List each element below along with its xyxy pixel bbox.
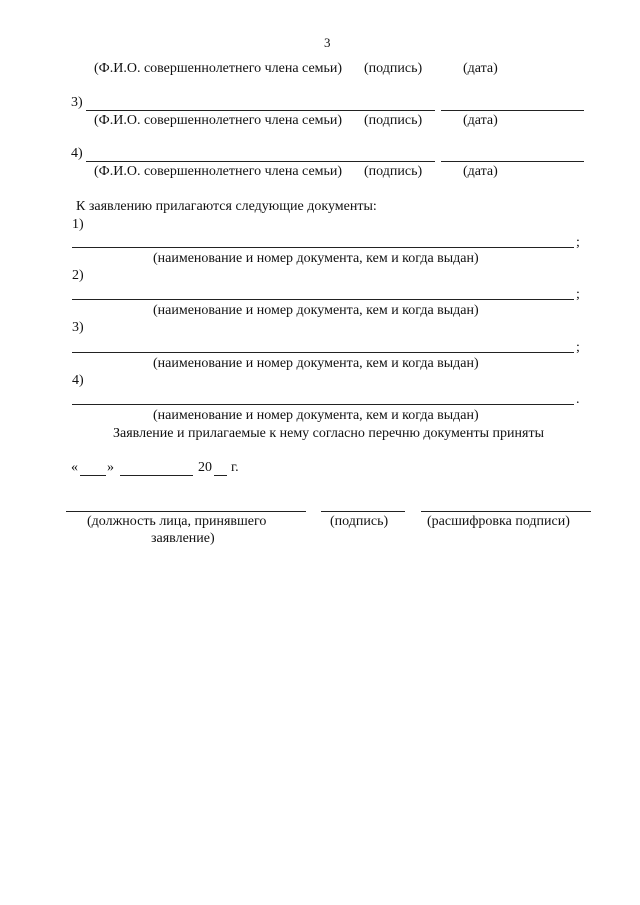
attachment-number: 4) bbox=[72, 373, 84, 388]
year-prefix: 20 bbox=[198, 460, 212, 475]
attachment-caption: (наименование и номер документа, кем и когда выдан) bbox=[153, 356, 479, 371]
caption-signature: (подпись) bbox=[364, 164, 423, 179]
position-line[interactable] bbox=[66, 511, 306, 512]
date-line[interactable] bbox=[441, 161, 584, 162]
year-suffix: г. bbox=[231, 460, 239, 475]
year-line[interactable] bbox=[214, 475, 227, 476]
fio-line[interactable] bbox=[86, 110, 365, 111]
signature-line[interactable] bbox=[321, 511, 405, 512]
attachment-end-mark: ; bbox=[576, 235, 580, 250]
caption-position: (должность лица, принявшего bbox=[87, 514, 267, 529]
member-row-number: 3) bbox=[71, 95, 83, 110]
attachment-number: 1) bbox=[72, 217, 84, 232]
signature-line[interactable] bbox=[365, 110, 435, 111]
attachment-end-mark: ; bbox=[576, 340, 580, 355]
attachment-number: 2) bbox=[72, 268, 84, 283]
caption-fio: (Ф.И.О. совершеннолетнего члена семьи) bbox=[94, 61, 343, 76]
caption-signature: (подпись) bbox=[364, 61, 423, 76]
acceptance-text: Заявление и прилагаемые к нему согласно перечню документы приняты bbox=[113, 426, 544, 441]
attachment-number: 3) bbox=[72, 320, 84, 335]
caption-date: (дата) bbox=[463, 61, 498, 76]
attachment-end-mark: . bbox=[576, 392, 580, 407]
signature-line[interactable] bbox=[365, 161, 435, 162]
attachment-caption: (наименование и номер документа, кем и когда выдан) bbox=[153, 408, 479, 423]
caption-signature: (подпись) bbox=[330, 514, 389, 529]
date-open-quote: « bbox=[71, 460, 78, 475]
attachment-end-mark: ; bbox=[576, 287, 580, 302]
day-line[interactable] bbox=[80, 475, 106, 476]
page-number: 3 bbox=[324, 35, 331, 50]
attachment-line[interactable] bbox=[72, 299, 574, 300]
caption-date: (дата) bbox=[463, 113, 498, 128]
month-line[interactable] bbox=[120, 475, 193, 476]
attachment-caption: (наименование и номер документа, кем и когда выдан) bbox=[153, 251, 479, 266]
caption-position-cont: заявление) bbox=[151, 531, 215, 546]
date-close-quote: » bbox=[107, 460, 114, 475]
attachment-line[interactable] bbox=[72, 247, 574, 248]
caption-date: (дата) bbox=[463, 164, 498, 179]
caption-decode: (расшифровка подписи) bbox=[427, 514, 570, 529]
attachment-line[interactable] bbox=[72, 404, 574, 405]
caption-fio: (Ф.И.О. совершеннолетнего члена семьи) bbox=[94, 113, 343, 128]
decode-line[interactable] bbox=[421, 511, 591, 512]
attachment-line[interactable] bbox=[72, 352, 574, 353]
member-row-number: 4) bbox=[71, 146, 83, 161]
attachments-heading: К заявлению прилагаются следующие документы: bbox=[76, 199, 377, 214]
fio-line[interactable] bbox=[86, 161, 365, 162]
caption-fio: (Ф.И.О. совершеннолетнего члена семьи) bbox=[94, 164, 343, 179]
date-line[interactable] bbox=[441, 110, 584, 111]
caption-signature: (подпись) bbox=[364, 113, 423, 128]
attachment-caption: (наименование и номер документа, кем и когда выдан) bbox=[153, 303, 479, 318]
